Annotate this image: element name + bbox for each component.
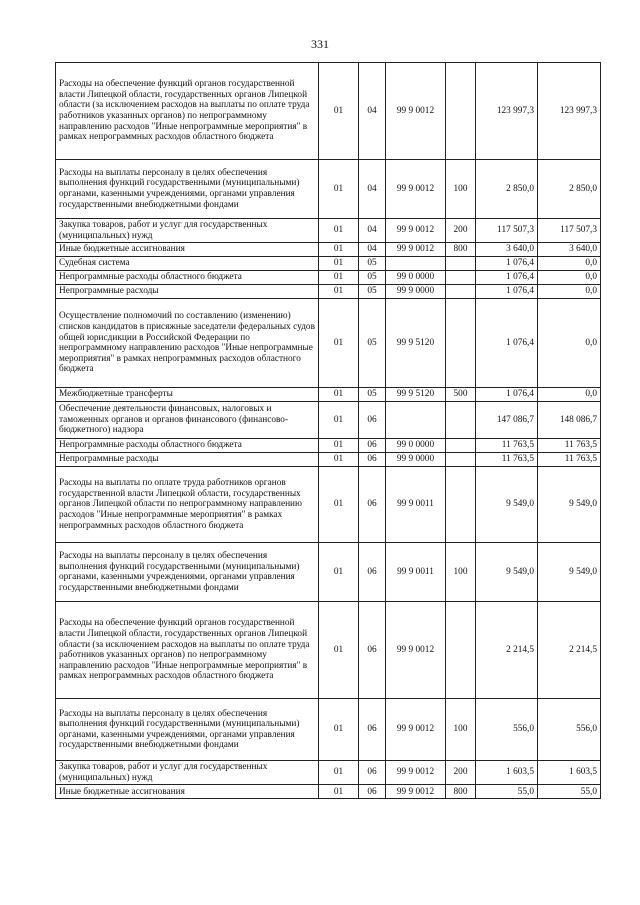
expense-type-cell: 100 [446,543,476,602]
table-row [56,219,601,243]
section-code-cell: 01 [319,467,359,543]
amount-cell: 1 076,4 [476,388,538,402]
amount-cell: 147 086,7 [476,402,538,439]
section-code-cell: 01 [319,439,359,453]
target-article-cell: 99 9 0012 [386,160,446,219]
subsection-code-cell: 05 [359,388,386,402]
row-name-cell: Закупка товаров, работ и услуг для государственных (муниципальных) нужд [56,761,319,785]
expense-type-cell: 800 [446,243,476,257]
subsection-code-cell: 05 [359,299,386,388]
subsection-code-cell: 06 [359,699,386,761]
section-code-cell: 01 [319,219,359,243]
table-row [56,63,601,160]
amount-cell: 117 507,3 [476,219,538,243]
section-code-cell: 01 [319,761,359,785]
amount-cell: 9 549,0 [476,543,538,602]
row-name-cell: Расходы на выплаты персоналу в целях обеспечения выполнения функций государственными (муниципальными) органами, казенными учреждениями, органами управления государственными внебюджетными фондами [56,160,319,219]
section-code-cell: 01 [319,388,359,402]
row-name-cell: Иные бюджетные ассигнования [56,243,319,257]
table-row [56,402,601,439]
row-name-cell: Непрограммные расходы областного бюджета [56,271,319,285]
subsection-code-cell: 04 [359,160,386,219]
section-code-cell: 01 [319,271,359,285]
subsection-code-cell: 06 [359,453,386,467]
target-article-cell: 99 9 0012 [386,699,446,761]
amount-cell: 9 549,0 [476,467,538,543]
amount-cell: 11 763,5 [476,439,538,453]
amount-cell: 2 850,0 [476,160,538,219]
expense-type-cell [446,602,476,699]
row-name-cell: Непрограммные расходы [56,285,319,299]
table-row [56,543,601,602]
amount-cell: 55,0 [476,785,538,799]
amount-cell: 1 603,5 [476,761,538,785]
table-row [56,699,601,761]
subsection-code-cell: 04 [359,219,386,243]
amount-cell-2: 2 214,5 [538,602,601,699]
target-article-cell: 99 9 0011 [386,543,446,602]
expense-type-cell [446,299,476,388]
expense-type-cell [446,63,476,160]
amount-cell-2: 9 549,0 [538,467,601,543]
section-code-cell: 01 [319,785,359,799]
amount-cell: 1 076,4 [476,285,538,299]
target-article-cell [386,402,446,439]
table-row [56,285,601,299]
amount-cell-2: 0,0 [538,285,601,299]
amount-cell: 1 076,4 [476,271,538,285]
target-article-cell: 99 9 0012 [386,243,446,257]
section-code-cell: 01 [319,543,359,602]
target-article-cell: 99 9 0012 [386,785,446,799]
subsection-code-cell: 06 [359,439,386,453]
section-code-cell: 01 [319,699,359,761]
amount-cell: 556,0 [476,699,538,761]
expense-type-cell [446,285,476,299]
row-name-cell: Закупка товаров, работ и услуг для государственных (муниципальных) нужд [56,219,319,243]
amount-cell-2: 123 997,3 [538,63,601,160]
target-article-cell: 99 9 5120 [386,299,446,388]
table-row [56,388,601,402]
expense-type-cell: 800 [446,785,476,799]
amount-cell-2: 55,0 [538,785,601,799]
section-code-cell: 01 [319,160,359,219]
amount-cell: 3 640,0 [476,243,538,257]
subsection-code-cell: 05 [359,257,386,271]
amount-cell: 1 076,4 [476,299,538,388]
target-article-cell: 99 9 0012 [386,761,446,785]
table-row [56,453,601,467]
target-article-cell: 99 9 0012 [386,219,446,243]
target-article-cell: 99 9 0012 [386,602,446,699]
section-code-cell: 01 [319,63,359,160]
row-name-cell: Расходы на обеспечение функций органов государственной власти Липецкой области, государственных органов Липецкой области (за исключением расходов на выплаты по оплате труда работников указанных органов) по непрограммному направлению расходов "Иные непрограммные мероприятия" в рамках непрограммных расходов областного бюджета [56,63,319,160]
expense-type-cell: 100 [446,160,476,219]
subsection-code-cell: 05 [359,271,386,285]
section-code-cell: 01 [319,453,359,467]
amount-cell-2: 2 850,0 [538,160,601,219]
table-row [56,257,601,271]
section-code-cell: 01 [319,285,359,299]
section-code-cell: 01 [319,402,359,439]
target-article-cell: 99 9 0012 [386,63,446,160]
row-name-cell: Непрограммные расходы [56,453,319,467]
target-article-cell: 99 9 5120 [386,388,446,402]
row-name-cell: Межбюджетные трансферты [56,388,319,402]
amount-cell-2: 11 763,5 [538,439,601,453]
amount-cell-2: 1 603,5 [538,761,601,785]
page-number: 331 [311,37,329,51]
subsection-code-cell: 04 [359,63,386,160]
expense-type-cell [446,453,476,467]
subsection-code-cell: 04 [359,243,386,257]
amount-cell: 2 214,5 [476,602,538,699]
row-name-cell: Осуществление полномочий по составлению (изменению) списков кандидатов в присяжные заседатели федеральных судов общей юрисдикции в Российской Федерации по непрограммному направлению расходов "Иные непрограммные мероприятия" в рамках непрограммных расходов областного бюджета [56,299,319,388]
amount-cell-2: 148 086,7 [538,402,601,439]
row-name-cell: Расходы на обеспечение функций органов государственной власти Липецкой области, государственных органов Липецкой области (за исключением расходов на выплаты по оплате труда работников указанных органов) по непрограммному направлению расходов "Иные непрограммные мероприятия" в рамках непрограммных расходов областного бюджета [56,602,319,699]
row-name-cell: Непрограммные расходы областного бюджета [56,439,319,453]
subsection-code-cell: 06 [359,543,386,602]
target-article-cell: 99 9 0000 [386,453,446,467]
table-row [56,467,601,543]
table-row [56,160,601,219]
row-name-cell: Судебная система [56,257,319,271]
row-name-cell: Иные бюджетные ассигнования [56,785,319,799]
expense-type-cell: 100 [446,699,476,761]
table-row [56,299,601,388]
target-article-cell: 99 0 0000 [386,439,446,453]
table-row [56,602,601,699]
expense-type-cell [446,402,476,439]
expense-type-cell [446,271,476,285]
amount-cell-2: 117 507,3 [538,219,601,243]
amount-cell-2: 3 640,0 [538,243,601,257]
amount-cell: 11 763,5 [476,453,538,467]
table-row [56,243,601,257]
table-row [56,271,601,285]
budget-table [55,62,601,799]
expense-type-cell [446,257,476,271]
table-row [56,439,601,453]
amount-cell-2: 9 549,0 [538,543,601,602]
budget-table-body [56,63,601,799]
subsection-code-cell: 06 [359,785,386,799]
row-name-cell: Расходы на выплаты персоналу в целях обеспечения выполнения функций государственными (муниципальными) органами, казенными учреждениями, органами управления государственными внебюджетными фондами [56,543,319,602]
table-row [56,761,601,785]
section-code-cell: 01 [319,602,359,699]
amount-cell-2: 556,0 [538,699,601,761]
expense-type-cell [446,467,476,543]
subsection-code-cell: 05 [359,285,386,299]
row-name-cell: Обеспечение деятельности финансовых, налоговых и таможенных органов и органов финансового (финансово-бюджетного) надзора [56,402,319,439]
row-name-cell: Расходы на выплаты по оплате труда работников органов государственной власти Липецкой области, государственных органов Липецкой области по непрограммному направлению расходов "Иные непрограммные мероприятия" в рамках непрограммных расходов областного бюджета [56,467,319,543]
subsection-code-cell: 06 [359,761,386,785]
target-article-cell: 99 9 0000 [386,285,446,299]
section-code-cell: 01 [319,257,359,271]
row-name-cell: Расходы на выплаты персоналу в целях обеспечения выполнения функций государственными (муниципальными) органами, казенными учреждениями, органами управления государственными внебюджетными фондами [56,699,319,761]
subsection-code-cell: 06 [359,602,386,699]
amount-cell-2: 0,0 [538,271,601,285]
amount-cell-2: 0,0 [538,388,601,402]
expense-type-cell: 200 [446,761,476,785]
target-article-cell: 99 9 0011 [386,467,446,543]
target-article-cell [386,257,446,271]
target-article-cell: 99 0 0000 [386,271,446,285]
expense-type-cell: 200 [446,219,476,243]
subsection-code-cell: 06 [359,402,386,439]
expense-type-cell: 500 [446,388,476,402]
section-code-cell: 01 [319,299,359,388]
section-code-cell: 01 [319,243,359,257]
amount-cell-2: 11 763,5 [538,453,601,467]
amount-cell: 123 997,3 [476,63,538,160]
amount-cell: 1 076,4 [476,257,538,271]
expense-type-cell [446,439,476,453]
table-row [56,785,601,799]
amount-cell-2: 0,0 [538,299,601,388]
subsection-code-cell: 06 [359,467,386,543]
amount-cell-2: 0,0 [538,257,601,271]
